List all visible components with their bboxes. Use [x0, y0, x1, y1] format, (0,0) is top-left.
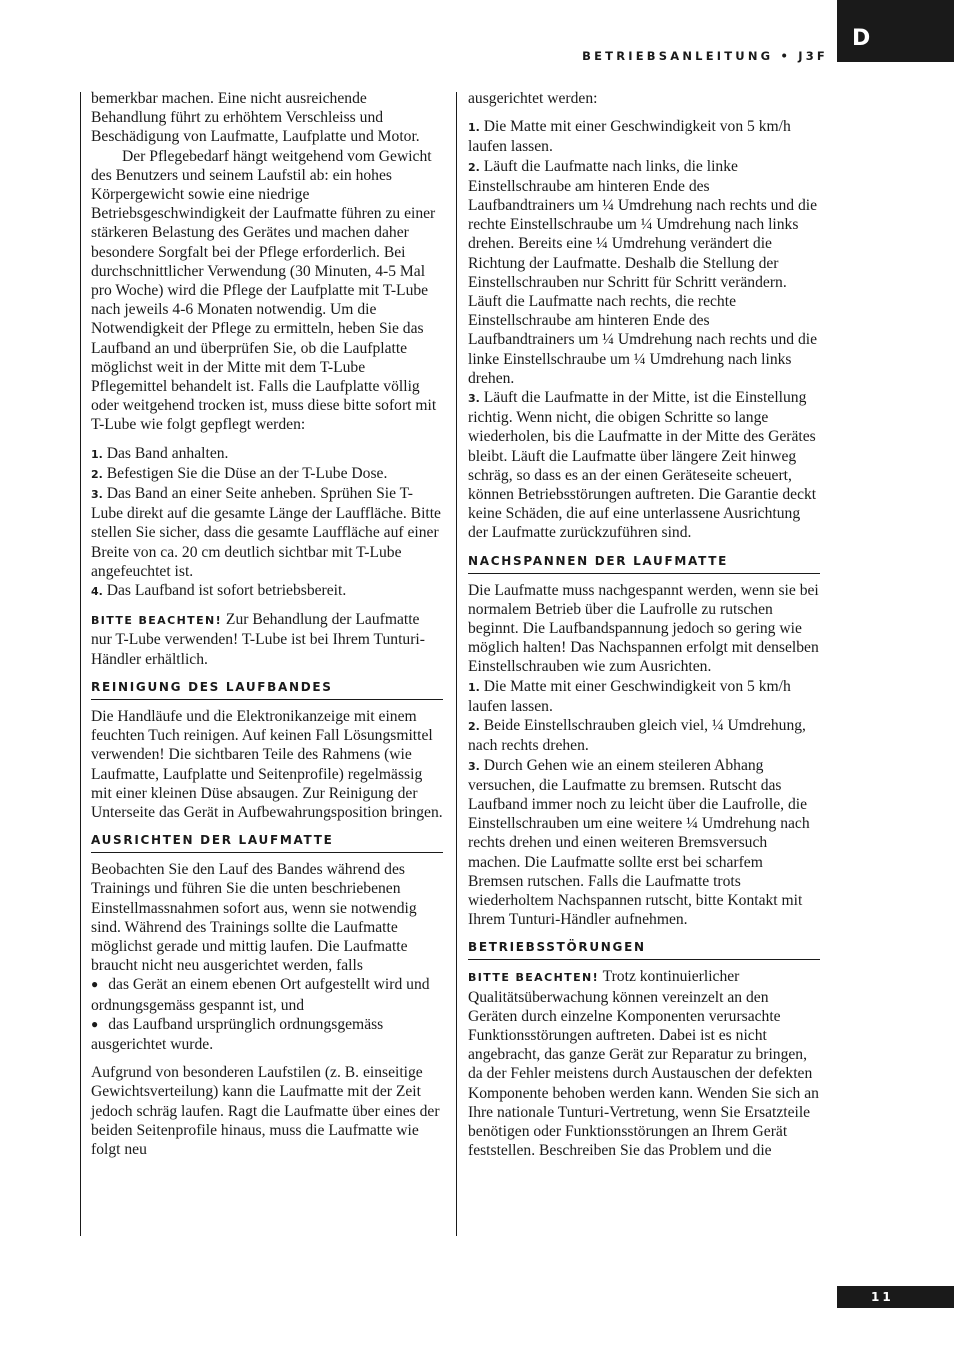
list-item [468, 117, 820, 156]
list-item [91, 464, 443, 484]
paragraph: Die Handläufe und die Elektronikanzeige mit einem feuchten Tuch reinigen. Auf keinen Fall Lösungsmittel verwenden! Die sichtbaren Teile des Rahmens (wie Laufmatte, Laufplatte und Seitenprofile) regelmässig mit einer kleinen Düse absaugen. Zur Reinigung der Unterseite das Gerät in Aufbewahrungsposition bringen. [91, 707, 443, 821]
list-item [468, 677, 820, 716]
note-label: BITTE BEACHTEN! [468, 971, 600, 985]
step-number: 1. [468, 680, 480, 694]
section-heading-stoerungen: BETRIEBSSTÖRUNGEN [468, 929, 820, 960]
left-column-rule [80, 92, 81, 1236]
note-label: BITTE BEACHTEN! [91, 614, 223, 628]
section-heading-reinigung: REINIGUNG DES LAUFBANDES [91, 669, 443, 700]
list-item [468, 157, 820, 388]
paragraph: Aufgrund von besonderen Laufstilen (z. B. einseitige Gewichtsverteilung) kann die Laufmatte mit der Zeit jedoch schräg laufen. Ragt die Laufmatte über eines der beiden Seitenprofile hinaus, muss die Laufmatte wie folgt neu [91, 1064, 440, 1158]
language-tab-letter: D [852, 26, 871, 51]
list-item [91, 444, 443, 464]
language-tab [837, 0, 954, 62]
step-number: 2. [468, 160, 480, 174]
note-text: Trotz kontinuierlicher Qualitätsüberwachung können vereinzelt an den Geräten durch einzelne Komponenten verursachte Funktionsstörungen auftreten. Dabei ist es nicht angebracht, das ganze Gerät zur Reparatur zu bringen, da der Fehler meistens durch Austauschen der defekten Komponente behoben werden kann. Wenden Sie sich an Ihre nationale Tunturi-Vertretung, wenn Sie Ersatzteile benötigen oder Funktionsstörungen an Ihrem Gerät feststellen. Beschreiben Sie das Problem und die [468, 968, 819, 1160]
step-number: 1. [91, 447, 103, 461]
header-title: BETRIEBSANLEITUNG • J3F [582, 49, 828, 63]
step-text: Das Laufband ist sofort betriebsbereit. [106, 582, 347, 600]
right-column [468, 89, 820, 1160]
bullet-item [91, 975, 443, 1014]
left-column [91, 89, 443, 1159]
step-number: 3. [468, 392, 480, 406]
page-number: 11 [837, 1286, 954, 1308]
step-text: Das Band an einer Seite anheben. Sprühen Sie T-Lube direkt auf die gesamte Länge der Lauffläche. Bitte stellen Sie sicher, dass die gesamte Lauffläche auf einer Breite von ca. 20 cm deutlich sichtbar mit T-Lube angefeuchtet ist. [91, 485, 441, 580]
step-text: Läuft die Laufmatte nach links, die linke Einstellschraube am hinteren Ende des Laufbandtrainers um ¼ Umdrehung nach rechts und die rechte Einstellschraube um ¼ Umdrehung nach links drehen. Bereits eine ¼ Umdrehung verändert die Richtung der Laufmatte. Deshalb die Stellung der Einstellschrauben nur Schritt für Schritt verändern. Läuft die Laufmatte nach rechts, die rechte Einstellschraube am hinteren Ende des Laufbandtrainers um ¼ Umdrehung nach rechts und die linke Einstellschraube um ¼ Umdrehung nach links drehen. [468, 157, 818, 387]
note-text: Zur Behandlung der Laufmatte nur T-Lube verwenden! T-Lube ist bei Ihrem Tunturi-Händler erhältlich. [91, 611, 425, 668]
step-text: Die Matte mit einer Geschwindigkeit von 5 km/h laufen lassen. [468, 118, 791, 156]
center-column-rule [456, 92, 457, 1236]
note [91, 610, 443, 669]
step-number: 2. [468, 720, 480, 734]
list-item [91, 581, 443, 601]
bullet-icon: ● [91, 977, 99, 992]
step-text: Das Band anhalten. [106, 444, 229, 462]
bullet-text: das Laufband ursprünglich ordnungsgemäss ausgerichtet wurde. [91, 1015, 384, 1053]
note [468, 967, 820, 1160]
list-item [468, 756, 820, 930]
list-item [468, 388, 820, 543]
paragraph: Beobachten Sie den Lauf des Bandes während des Trainings und führen Sie die unten beschriebenen Einstellmassnahmen sofort aus, wenn sie notwendig sind. Während des Trainings sollte die Laufmatte möglichst gerade und mittig laufen. Die Laufmatte braucht nicht neu ausgerichtet werden, falls [91, 861, 417, 975]
bullet-item [91, 1015, 443, 1054]
step-number: 1. [468, 121, 480, 135]
step-text: Die Matte mit einer Geschwindigkeit von 5 km/h laufen lassen. [468, 677, 791, 715]
step-text: Läuft die Laufmatte in der Mitte, ist die Einstellung richtig. Wenn nicht, die obigen Schritte so lange wiederholen, bis die Laufmatte in der Mitte des Gerätes bleibt. Läuft die Laufmatte über längere Zeit hinweg schräg, so dass es an der einen Geräteseite scheuert, können Betriebsstörungen auftreten. Die Garantie deckt keine Schäden, die auf eine unterlassene Ausrichtung der Laufmatte zurückzuführen sind. [468, 389, 817, 542]
paragraph: Der Pflegebedarf hängt weitgehend vom Gewicht des Benutzers und seinem Laufstil ab: ein hohes Körpergewicht sowie eine niedrige Betriebsgeschwindigkeit der Laufmatte führen zu einer stärkeren Belastung des Gerätes und machen daher besondere Sorgfalt bei der Pflege erforderlich. Bei durchschnittlicher Verwendung (30 Minuten, 4-5 Mal pro Woche) wird die Pflege der Laufplatte mit T-Lube nach jeweils 4-6 Monaten notwendig. Um die Notwendigkeit der Pflege zu ermitteln, heben Sie das Laufband an und überprüfen Sie, ob die Laufplatte möglichst weit in der Mitte mit dem T-Lube Pflegemittel behandelt ist. Falls die Laufplatte völlig oder weitgehend trocken ist, muss diese bitte sofort mit T-Lube wie folgt gepflegt werden: [91, 147, 437, 434]
paragraph: bemerkbar machen. Eine nicht ausreichende Behandlung führt zu erhöhtem Verschleiss und Beschädigung von Laufmatte, Laufplatte und Motor. [91, 90, 420, 146]
step-text: Beide Einstellschrauben gleich viel, ¼ Umdrehung, nach rechts drehen. [468, 717, 806, 755]
step-number: 4. [91, 585, 103, 599]
step-number: 3. [468, 759, 480, 773]
step-number: 2. [91, 467, 103, 481]
step-text: Durch Gehen wie an einem steileren Abhang versuchen, die Laufmatte zu bremsen. Rutscht das Laufband immer noch zu leicht über die Laufrolle, die Einstellschrauben um eine weitere ¼ Umdrehung nach rechts drehen und einen weiteren Bremsversuch machen. Die Laufmatte sollte erst bei scharfem Bremsen rutschen. Falls die Laufmatte trots wiederholtem Nachspannen rutscht, bitte Kontakt mit Ihrem Tunturi-Händler aufnehmen. [468, 756, 810, 929]
paragraph: Die Laufmatte muss nachgespannt werden, wenn sie bei normalem Betrieb über die Laufrolle zu rutschen beginnt. Die Laufbandspannung jedoch so gering wie möglich halten! Das Nachspannen erfolgt mit denselben Einstellschrauben wie zum Ausrichten. [468, 581, 819, 676]
list-item [468, 716, 820, 755]
bullet-icon: ● [91, 1016, 99, 1031]
step-number: 3. [91, 488, 103, 502]
section-heading-nachspannen: NACHSPANNEN DER LAUFMATTE [468, 543, 820, 574]
step-text: Befestigen Sie die Düse an der T-Lube Dose. [106, 464, 388, 482]
paragraph: ausgerichtet werden: [468, 90, 598, 107]
section-heading-ausrichten: AUSRICHTEN DER LAUFMATTE [91, 822, 443, 853]
bullet-text: das Gerät an einem ebenen Ort aufgestellt wird und ordnungsgemäss gespannt ist, und [91, 976, 430, 1014]
list-item [91, 484, 443, 581]
